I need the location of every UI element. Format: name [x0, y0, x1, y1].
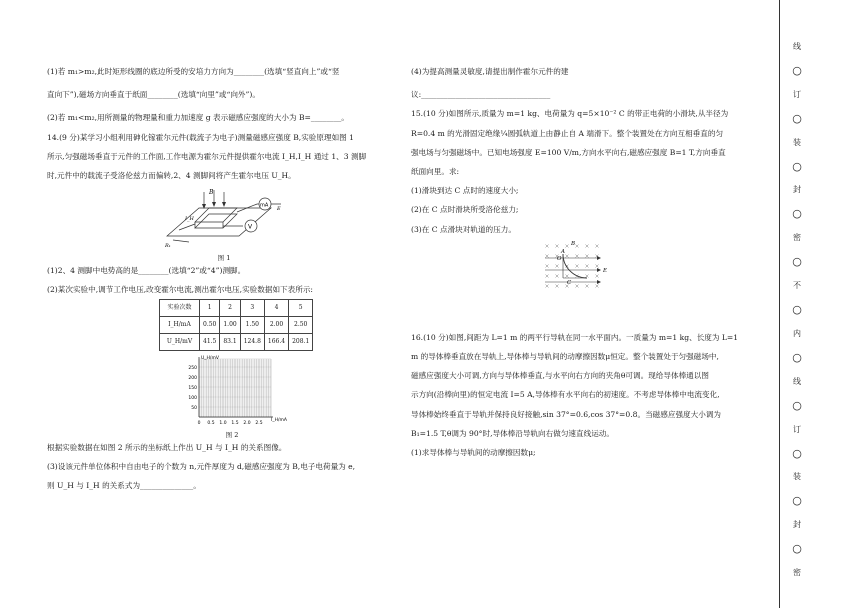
- margin-char: 不: [793, 281, 801, 291]
- left-column: [47, 66, 395, 492]
- y-tick: 250: [188, 365, 197, 371]
- q14-part3-line2: 则 U_H 与 I_H 的关系式为______________。: [47, 481, 201, 491]
- point-a-label: A: [561, 248, 565, 255]
- binding-margin: [786, 42, 808, 602]
- margin-char: 封: [793, 185, 801, 195]
- q15-intro-line4: 纸面向里。求:: [411, 167, 460, 177]
- q16-intro-line6: B₁=1.5 T,θ调为 90°时,导体棒沿导轨向右做匀速直线运动。: [411, 428, 614, 438]
- voltmeter-label: V: [248, 223, 253, 231]
- margin-char: 内: [793, 328, 801, 338]
- graph-paper: [177, 355, 287, 427]
- margin-circle: ○: [792, 350, 802, 364]
- q14-part4-line2: 议:__________________________________: [411, 90, 551, 100]
- field-label: B: [209, 189, 214, 197]
- margin-circle: ○: [792, 159, 802, 173]
- field-e-label: E: [603, 267, 608, 274]
- arc-track-figure: [541, 238, 611, 294]
- q13-part1-line2: 直向下”),磁场方向垂直于纸面________(选填“向里”或“向外”)。: [47, 90, 260, 100]
- q14-intro-line2: 所示,匀强磁场垂直于元件的工作面,工作电源为霍尔元件提供霍尔电流 I_H,I_H 通过 1、3 测脚: [47, 151, 367, 161]
- x-tick: 2.5: [255, 420, 263, 426]
- q14-intro-line1: 14.(9 分)某学习小组利用砷化镓霍尔元件(载流子为电子)测量磁感应强度 B,实验原理如图 1: [47, 132, 355, 142]
- x-axis-label: I_H/mA: [271, 417, 287, 423]
- right-column: [411, 66, 763, 459]
- point-c-label: C: [567, 279, 572, 286]
- q14-part1: (1)2、4 测脚中电势高的是________(选填“2”或“4”)测脚。: [47, 266, 246, 276]
- x-tick: 1.5: [231, 420, 239, 426]
- q14-part2: (2)某次实验中,调节工作电压,改变霍尔电流,测出霍尔电压,实验数据如下表所示:: [47, 285, 313, 295]
- q13-part1-line1: (1)若 m₁>m₂,此时矩形线圈的底边所受的安培力方向为________(选填“竖直向上”或“竖: [47, 67, 340, 76]
- x-tick: 1.0: [219, 420, 227, 426]
- margin-circle: ○: [792, 446, 802, 460]
- margin-char: 密: [793, 233, 801, 243]
- arc-track-diagram: [541, 238, 611, 294]
- margin-char: 订: [793, 89, 801, 99]
- q14-intro-line3: 时,元件中的载流子受洛伦兹力而偏转,2、4 测脚间将产生霍尔电压 U_H。: [47, 171, 296, 181]
- source-label: E: [277, 206, 281, 213]
- table-row: 实验次数 1 2 3 4 5: [160, 299, 313, 316]
- q15-intro-line2: R=0.4 m 的光滑固定绝缘¼圆弧轨道上由静止自 A 端滑下。整个装置处在方向互相垂直的匀: [411, 128, 724, 138]
- fig2-caption: 图 2: [225, 430, 239, 439]
- margin-char: 封: [793, 520, 801, 530]
- margin-char: 线: [793, 376, 801, 386]
- y-axis-label: U_H/mV: [201, 355, 219, 361]
- table-row: I_H/mA 0.50 1.00 1.50 2.00 2.50: [160, 316, 313, 333]
- y-tick: 150: [188, 385, 197, 391]
- margin-char: 装: [793, 137, 801, 147]
- table-row: U_H/mV 41.5 83.1 124.8 166.4 208.1: [160, 333, 313, 350]
- margin-circle: ○: [792, 303, 802, 317]
- q15-part1: (1)滑块到达 C 点时的速度大小;: [411, 186, 519, 196]
- q16-part1: (1)求导体棒与导轨间的动摩擦因数μ;: [411, 448, 536, 458]
- q14-part4-line1: (4)为提高测量灵敏度,请提出制作霍尔元件的建: [411, 67, 569, 76]
- margin-circle: ○: [792, 398, 802, 412]
- hall-element-figure: [159, 184, 289, 263]
- current-label: I_H: [185, 216, 194, 223]
- q16-intro-line2: m 的导体棒垂直放在导轨上,导体棒与导轨间的动摩擦因数μ恒定。整个装置处于匀强磁场中,: [411, 352, 719, 362]
- q15-intro-line3: 强电场与匀强磁场中。已知电场强度 E=100 V/m,方向水平向右,磁感应强度 B=1 T,方向垂直: [411, 147, 726, 157]
- q16-intro-line1: 16.(10 分)如图,间距为 L=1 m 的两平行导轨在同一水平面内。一质量为 m=1 kg、长度为 L=1: [411, 332, 739, 342]
- margin-circle: ○: [792, 255, 802, 269]
- hall-element-diagram: [159, 184, 289, 250]
- margin-circle: ○: [792, 63, 802, 77]
- q13-part2: (2)若 m₁<m₂,用所测量的物理量和重力加速度 g 表示磁感应强度的大小为 B=________。: [47, 113, 349, 123]
- q14-part3-line1: (3)设该元件单位体积中自由电子的个数为 n,元件厚度为 d,磁感应强度为 B,电子电荷量为 e,: [47, 461, 356, 471]
- point-o-label: O: [557, 255, 562, 262]
- q16-intro-line4: 示方向(沿棒向里)的恒定电流 I=5 A,导体棒有水平向右的初速度。不考虑导体棒中电流变化,: [411, 390, 720, 400]
- margin-char: 密: [793, 568, 801, 578]
- field-b-label: B: [571, 240, 576, 247]
- margin-char: 订: [793, 424, 801, 434]
- fig1-caption: 图 1: [217, 254, 231, 263]
- ammeter-label: mA: [260, 202, 269, 209]
- resistor-label: R₁: [165, 243, 171, 250]
- q16-intro-line5: 导体棒始终垂直于导轨并保持良好接触,sin 37°=0.6,cos 37°=0.8。当磁感应强度大小调为: [411, 409, 722, 419]
- q14-plot-instruction: 根据实验数据在如图 2 所示的坐标纸上作出 U_H 与 I_H 的关系图像。: [47, 442, 287, 452]
- margin-char: 装: [793, 472, 801, 482]
- q15-part3: (3)在 C 点滑块对轨道的压力。: [411, 224, 516, 234]
- x-tick: 2.0: [243, 420, 251, 426]
- y-tick: 200: [188, 375, 197, 381]
- x-tick: 0.5: [207, 420, 215, 426]
- margin-circle: ○: [792, 494, 802, 508]
- margin-circle: ○: [792, 542, 802, 556]
- y-tick: 100: [188, 395, 197, 401]
- experiment-data-table: [159, 299, 313, 351]
- y-tick: 50: [191, 405, 197, 411]
- q16-intro-line3: 磁感应强度大小可调,方向与导体棒垂直,与水平向右方向的夹角θ可调。现给导体棒通以图: [411, 371, 709, 381]
- margin-circle: ○: [792, 111, 802, 125]
- x-tick: 0: [197, 420, 201, 426]
- graph-paper-figure: [177, 355, 287, 439]
- q15-part2: (2)在 C 点时滑块所受洛伦兹力;: [411, 205, 519, 215]
- margin-char: 线: [793, 42, 801, 51]
- q15-intro-line1: 15.(10 分)如图所示,质量为 m=1 kg、电荷量为 q=5×10⁻² C 的带正电荷的小滑块,从半径为: [411, 109, 729, 119]
- binding-line: [779, 0, 780, 608]
- margin-circle: ○: [792, 207, 802, 221]
